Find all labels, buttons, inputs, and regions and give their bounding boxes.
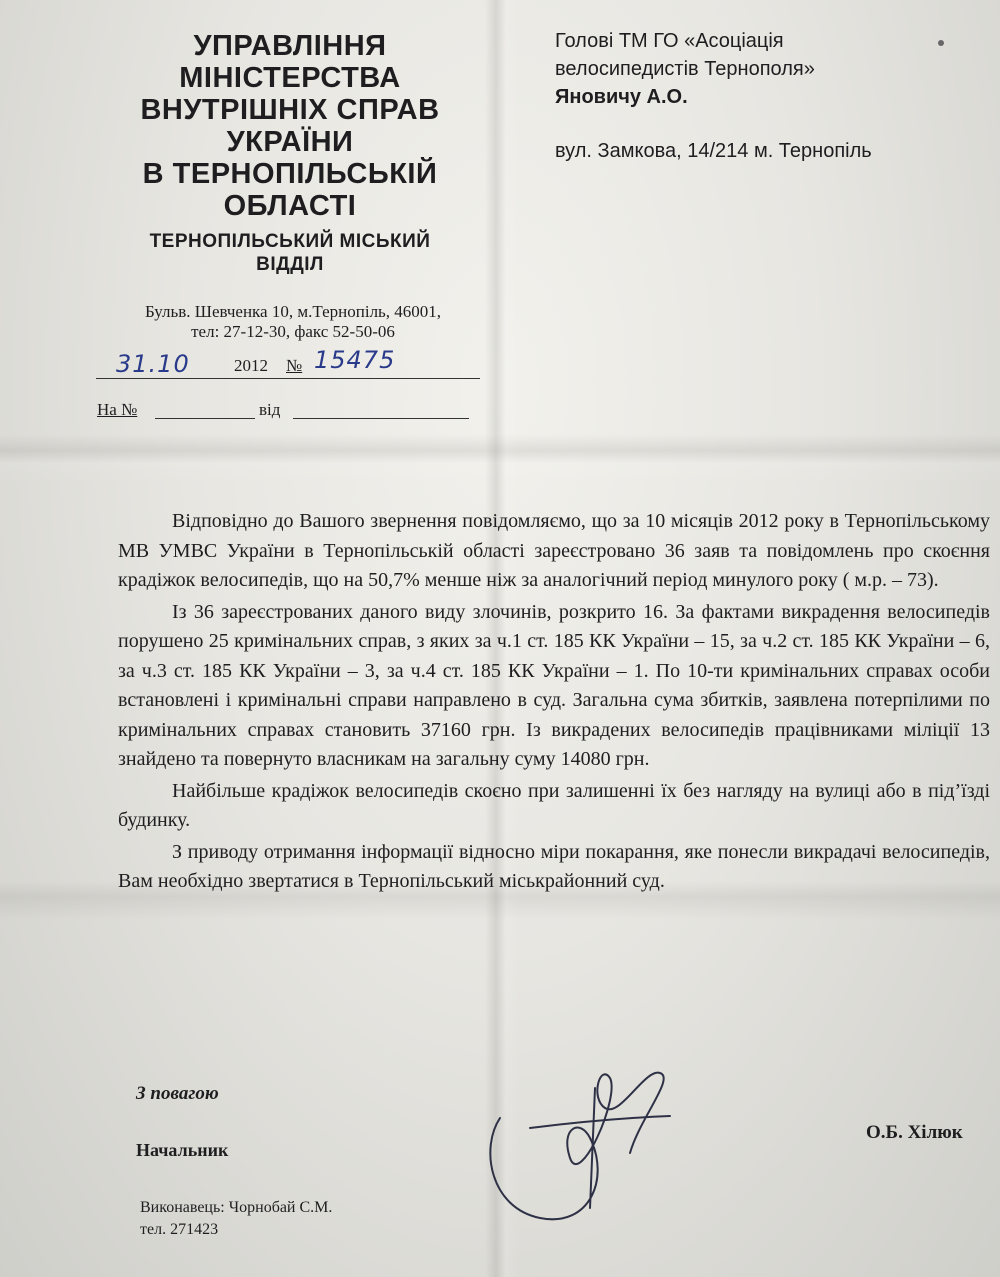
department-name bbox=[90, 230, 490, 276]
handwritten-signature bbox=[470, 1058, 710, 1238]
blank-field bbox=[155, 418, 255, 419]
number-sign: № bbox=[286, 356, 303, 375]
address-line: Бульв. Шевченка 10, м.Тернопіль, 46001, bbox=[144, 302, 442, 321]
organization-name bbox=[90, 30, 490, 222]
body-paragraph: Із 36 зареєстрованих даного виду злочинів, розкрито 16. За фактами викрадення велосипедів порушено 25 кримінальних справ, з яких за ч.1 ст. 185 КК України – 15, за ч.2 ст. 185 КК України – 6, за ч.3 ст. 185 КК України – 3, за ч.4 ст. 185 КК України – 1. По 10-ти кримінальних справах особи встановлені і кримінальні справи направлено в суд. Загальна сума збитків, заявлена потерпілими по кримінальних справах становить 37160 грн. Із викрадених велосипедів працівниками міліції 13 знайдено та повернуто власникам на загальну суму 14080 грн. bbox=[118, 600, 990, 770]
org-line: МІНІСТЕРСТВА bbox=[179, 62, 401, 94]
executor-block bbox=[140, 1197, 332, 1241]
recipient-name: Яновичу А.О. bbox=[555, 86, 688, 108]
org-line: УПРАВЛІННЯ bbox=[193, 30, 387, 62]
org-line: В ТЕРНОПІЛЬСЬКІЙ bbox=[142, 158, 438, 190]
letter-body bbox=[118, 507, 990, 899]
body-paragraph: Відповідно до Вашого звернення повідомляємо, що за 10 місяців 2012 року в Тернопільському МВ УМВС України в Тернопільській області зареєстровано 36 заяв та повідомлень про скоєння крадіжок велосипедів, що на 50,7% менше ніж за аналогічний період минулого року ( м.р. – 73). bbox=[118, 510, 990, 591]
org-line: ОБЛАСТІ bbox=[223, 190, 357, 222]
blank-field bbox=[293, 418, 469, 419]
recipient-address: вул. Замкова, 14/214 м. Тернопіль bbox=[555, 140, 872, 162]
closing-regards: З повагою bbox=[136, 1083, 219, 1104]
dept-line: ВІДДІЛ bbox=[256, 254, 324, 275]
registration-line bbox=[96, 346, 480, 379]
reference-prefix: На № bbox=[97, 400, 138, 419]
body-paragraph: Найбільше крадіжок велосипедів скоєно при залишенні їх без нагляду на вулиці або в під’їзді будинку. bbox=[118, 779, 990, 831]
signer-name: О.Б. Хілюк bbox=[866, 1122, 963, 1143]
org-line: ВНУТРІШНІХ СПРАВ bbox=[140, 94, 440, 126]
reference-from: від bbox=[259, 400, 281, 419]
org-line: УКРАЇНИ bbox=[226, 126, 354, 158]
reference-line bbox=[97, 398, 477, 422]
recipient-block bbox=[555, 27, 975, 165]
recipient-line: Голові ТМ ГО «Асоціація bbox=[555, 30, 784, 52]
handwritten-number: 15475 bbox=[314, 346, 396, 374]
registration-year: 2012 bbox=[234, 356, 268, 375]
paper-speck bbox=[938, 40, 944, 46]
letterhead bbox=[90, 30, 490, 276]
signer-position: Начальник bbox=[136, 1140, 229, 1160]
handwritten-date: 31.10 bbox=[116, 350, 190, 378]
letterhead-address bbox=[98, 302, 488, 342]
recipient-line: велосипедистів Тернополя» bbox=[555, 58, 815, 80]
executor-name: Виконавець: Чорнобай С.М. bbox=[140, 1199, 333, 1216]
contacts-line: тел: 27-12-30, факс 52-50-06 bbox=[191, 322, 395, 341]
executor-phone: тел. 271423 bbox=[140, 1221, 219, 1238]
dept-line: ТЕРНОПІЛЬСЬКИЙ МІСЬКИЙ bbox=[149, 231, 431, 252]
body-paragraph: З приводу отримання інформації відносно міри покарання, яке понесли викрадачі велосипедів, Вам необхідно звертатися в Тернопільський міськрайонний суд. bbox=[118, 840, 990, 892]
